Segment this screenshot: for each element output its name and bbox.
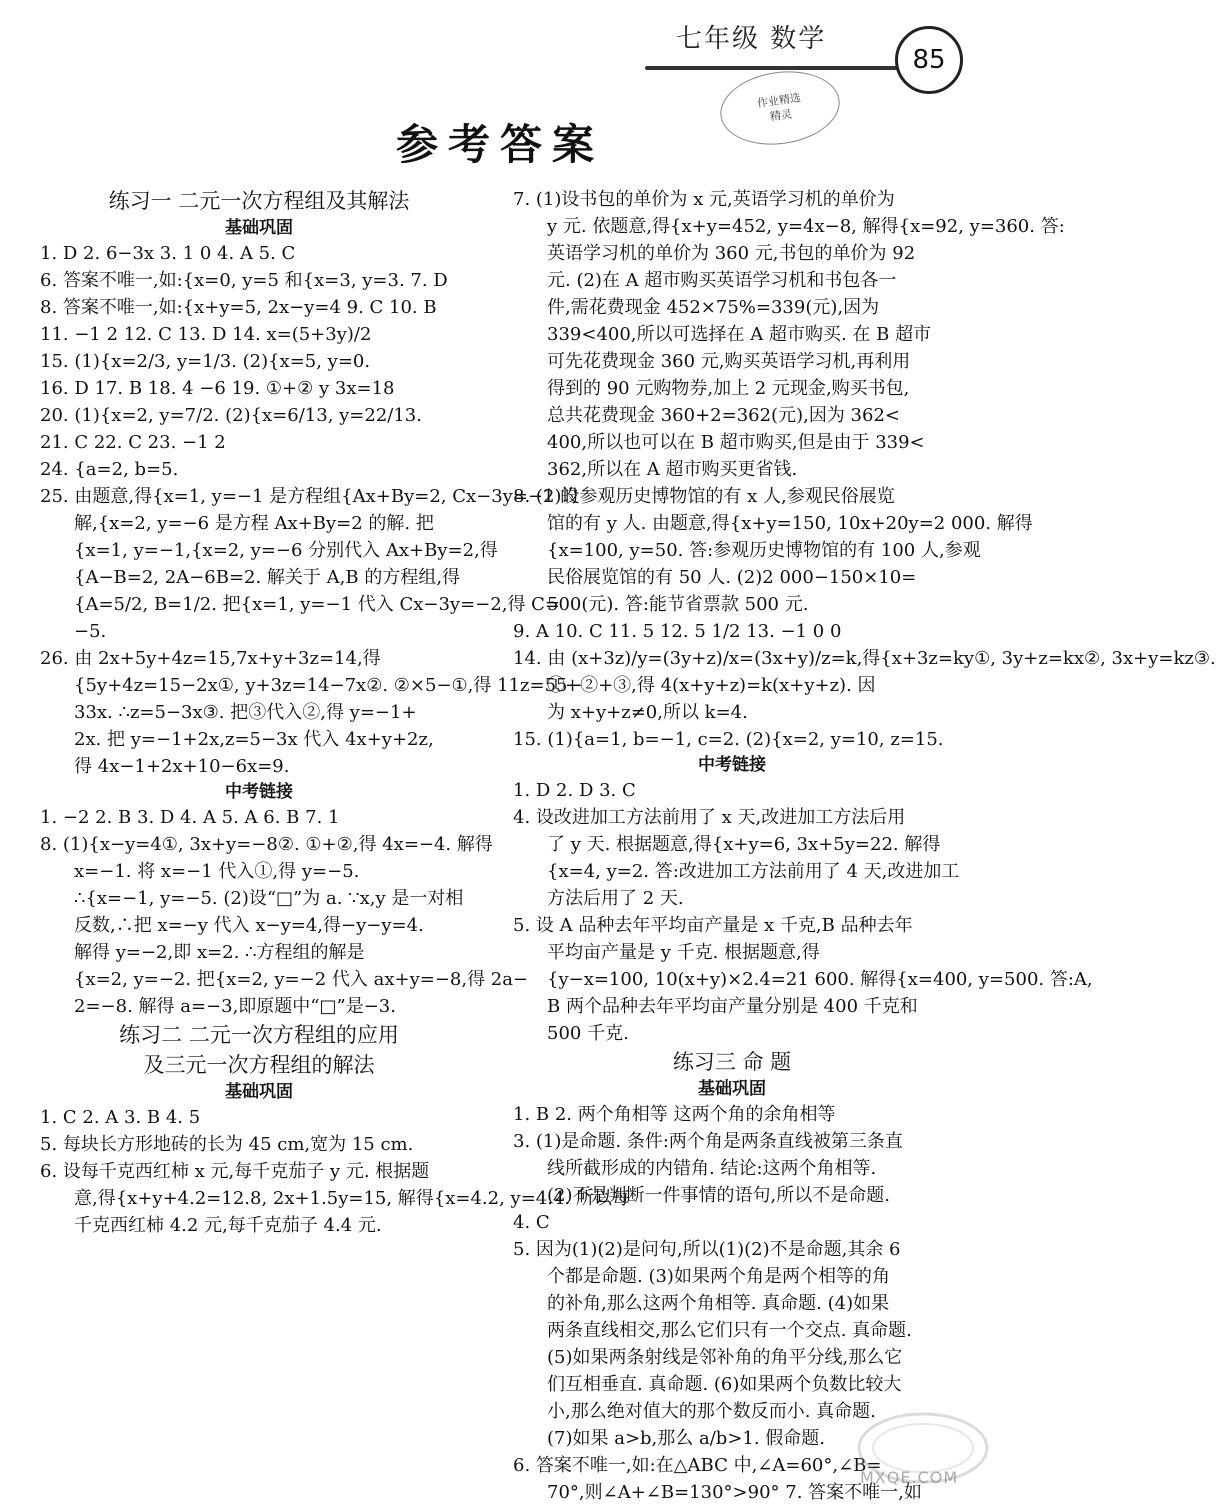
answer-line: 70°,则∠A+∠B=130°>90° 7. 答案不唯一,如 — [547, 1482, 922, 1503]
answer-line: 5. 设 A 品种去年平均亩产量是 x 千克,B 品种去年 — [513, 915, 913, 936]
stamp-line-1: 作业精选 — [756, 91, 802, 111]
page-number: 85 — [912, 45, 946, 75]
answer-line: 1. C 2. A 3. B 4. 5 — [40, 1107, 201, 1128]
answer-line: 2x. 把 y=−1+2x,z=5−3x 代入 4x+y+2z, — [74, 729, 434, 750]
answer-list-1b — [40, 804, 529, 1020]
answer-line: 25. 由题意,得{x=1, y=−1 是方程组{Ax+By=2, Cx−3y=−2 的 — [40, 486, 579, 507]
answer-line: 400,所以也可以在 B 超市购买,但是由于 339< — [547, 432, 925, 453]
answer-line: {y−x=100, 10(x+y)×2.4=21 600. 解得{x=400, y=500. 答:A, — [547, 969, 1093, 990]
subsection-exam-2: 中考链接 — [698, 755, 766, 775]
right-column — [513, 186, 1216, 1506]
answer-line: 15. (1){x=2/3, y=1/3. (2){x=5, y=0. — [40, 351, 371, 372]
answer-line: ①+②+③,得 4(x+y+z)=k(x+y+z). 因 — [547, 675, 876, 696]
answer-line: 11. −1 2 12. C 13. D 14. x=(5+3y)/2 — [40, 324, 372, 345]
answer-line: 1. B 2. 两个角相等 这两个角的余角相等 — [513, 1104, 836, 1125]
answer-line: y 元. 依题意,得{x+y=452, y=4x−8, 解得{x=92, y=360. 答: — [547, 216, 1065, 237]
answer-line: 千克西红柿 4.2 元,每千克茄子 4.4 元. — [74, 1215, 382, 1236]
answer-line: 1. D 2. D 3. C — [513, 780, 636, 801]
answer-line: 平均亩产量是 y 千克. 根据题意,得 — [547, 942, 820, 963]
answer-line: 21. C 22. C 23. −1 2 — [40, 432, 226, 453]
answer-line: {x=100, y=50. 答:参观历史博物馆的有 100 人,参观 — [547, 540, 981, 561]
answer-list-2b — [513, 186, 1216, 753]
answer-line: 5. 因为(1)(2)是问句,所以(1)(2)不是命题,其余 6 — [513, 1239, 901, 1260]
answer-line: 1. −2 2. B 3. D 4. A 5. A 6. B 7. 1 — [40, 807, 340, 828]
answer-line: 8. (1){x−y=4①, 3x+y=−8②. ①+②,得 4x=−4. 解得 — [40, 834, 493, 855]
answer-list-2c — [513, 777, 1093, 1047]
answer-line: x=−1. 将 x=−1 代入①,得 y=−5. — [74, 861, 360, 882]
subsection-exam-1: 中考链接 — [225, 782, 293, 802]
answer-line: 33x. ∴z=5−3x③. 把③代入②,得 y=−1+ — [74, 702, 417, 723]
answer-line: 意,得{x+y+4.2=12.8, 2x+1.5y=15, 解得{x=4.2, y=4.4. 所以每 — [74, 1188, 630, 1209]
answer-line: 500 千克. — [547, 1023, 629, 1044]
section-title-2-line-2: 及三元一次方程组的解法 — [143, 1053, 375, 1077]
answer-line: 4. 设改进加工方法前用了 x 天,改进加工方法后用 — [513, 807, 906, 828]
answer-line: 7. (1)设书包的单价为 x 元,英语学习机的单价为 — [513, 189, 895, 210]
answer-line: (7)如果 a>b,那么 a/b>1. 假命题. — [547, 1428, 826, 1449]
answer-line: {x=4, y=2. 答:改进加工方法前用了 4 天,改进加工 — [547, 861, 960, 882]
answer-line: 8. 答案不唯一,如:{x+y=5, 2x−y=4 9. C 10. B — [40, 297, 437, 318]
answer-line: (2)不是判断一件事情的语句,所以不是命题. — [547, 1185, 890, 1206]
section-title-2-line-1: 练习二 二元一次方程组的应用 — [119, 1023, 399, 1047]
answer-line: 个都是命题. (3)如果两个角是两个相等的角 — [547, 1266, 890, 1287]
answer-line: (5)如果两条射线是邻补角的角平分线,那么它 — [547, 1347, 903, 1368]
answer-line: 解得 y=−2,即 x=2. ∴方程组的解是 — [74, 942, 365, 963]
page-title: 参考答案 — [395, 120, 604, 169]
answer-line: 1. D 2. 6−3x 3. 1 0 4. A 5. C — [40, 243, 296, 264]
subsection-basic-3: 基础巩固 — [698, 1079, 766, 1099]
answer-line: 的补角,那么这两个角相等. 真命题. (4)如果 — [547, 1293, 890, 1314]
answer-line: 民俗展览馆的有 50 人. (2)2 000−150×10= — [547, 567, 917, 588]
answer-line: 2=−8. 解得 a=−3,即原题中“□”是−3. — [74, 996, 396, 1017]
answer-line: 3. (1)是命题. 条件:两个角是两条直线被第三条直 — [513, 1131, 903, 1152]
answer-line: {A−B=2, 2A−6B=2. 解关于 A,B 的方程组,得 — [74, 567, 461, 588]
header-grade-subject: 七年级 数学 — [676, 24, 827, 54]
answer-line: 16. D 17. B 18. 4 −6 19. ①+② y 3x=18 — [40, 378, 395, 399]
answer-line: 4. C — [513, 1212, 550, 1233]
answer-line: B 两个品种去年平均亩产量分别是 400 千克和 — [547, 996, 918, 1017]
section-title-3: 练习三 命 题 — [672, 1050, 792, 1074]
answer-line: 两条直线相交,那么它们只有一个交点. 真命题. — [547, 1320, 912, 1341]
section-title-1: 练习一 二元一次方程组及其解法 — [108, 189, 410, 213]
answer-line: 方法后用了 2 天. — [547, 888, 684, 909]
answer-line: 20. (1){x=2, y=7/2. (2){x=6/13, y=22/13. — [40, 405, 422, 426]
answer-line: 500(元). 答:能节省票款 500 元. — [547, 594, 809, 615]
answer-line: {x=2, y=−2. 把{x=2, y=−2 代入 ax+y=−8,得 2a− — [74, 969, 529, 990]
answer-line: 6. 答案不唯一,如:{x=0, y=5 和{x=3, y=3. 7. D — [40, 270, 448, 291]
answer-line: 反数,∴把 x=−y 代入 x−y=4,得−y−y=4. — [74, 915, 424, 936]
answer-line: {x=1, y=−1,{x=2, y=−6 分别代入 Ax+By=2,得 — [74, 540, 498, 561]
answer-line: 6. 设每千克西红柿 x 元,每千克茄子 y 元. 根据题 — [40, 1161, 430, 1182]
page-number-badge — [895, 26, 963, 94]
answer-line: 件,需花费现金 452×75%=339(元),因为 — [547, 297, 880, 318]
answer-line: 线所截形成的内错角. 结论:这两个角相等. — [547, 1158, 877, 1179]
answer-line: 馆的有 y 人. 由题意,得{x+y=150, 10x+20y=2 000. 解得 — [547, 513, 1033, 534]
answer-line: 24. {a=2, b=5. — [40, 459, 179, 480]
answer-line: 14. 由 (x+3z)/y=(3y+z)/x=(3x+y)/z=k,得{x+3z=ky①, 3y+z=kx②, 3x+y=kz③. — [513, 648, 1216, 669]
answer-line: 了 y 天. 根据题意,得{x+y=6, 3x+5y=22. 解得 — [547, 834, 941, 855]
answer-line: 英语学习机的单价为 360 元,书包的单价为 92 — [547, 243, 916, 264]
answer-line: 得 4x−1+2x+10−6x=9. — [74, 756, 290, 777]
answer-line: 总共花费现金 360+2=362(元),因为 362< — [547, 405, 900, 426]
answer-line: {A=5/2, B=1/2. 把{x=1, y=−1 代入 Cx−3y=−2,得 C= — [74, 594, 561, 615]
answer-line: ∴{x=−1, y=−5. (2)设“□”为 a. ∵x,y 是一对相 — [74, 888, 464, 909]
subsection-basic-1: 基础巩固 — [225, 218, 293, 238]
answer-line: 6. 答案不唯一,如:在△ABC 中,∠A=60°,∠B= — [513, 1455, 882, 1476]
answer-line: {5y+4z=15−2x①, y+3z=14−7x②. ②×5−①,得 11z=55− — [74, 675, 583, 696]
answer-list-1a — [40, 240, 583, 780]
answer-line: 15. (1){a=1, b=−1, c=2. (2){x=2, y=10, z=15. — [513, 729, 944, 750]
answer-line: 为 x+y+z≠0,所以 k=4. — [547, 702, 748, 723]
answer-line: 小,那么绝对值大的那个数反而小. 真命题. — [547, 1401, 876, 1422]
header-rule — [645, 66, 905, 70]
answer-line: 26. 由 2x+5y+4z=15,7x+y+3z=14,得 — [40, 648, 381, 669]
answer-line: 8. (1)设参观历史博物馆的有 x 人,参观民俗展览 — [513, 486, 895, 507]
answer-line: 5. 每块长方形地砖的长为 45 cm,宽为 15 cm. — [40, 1134, 414, 1155]
stamp-line-2: 精灵 — [769, 107, 793, 124]
answer-line: −5. — [74, 621, 107, 642]
answer-line: 元. (2)在 A 超市购买英语学习机和书包各一 — [547, 270, 897, 291]
answer-line: 可先花费现金 360 元,购买英语学习机,再利用 — [547, 351, 911, 372]
answer-line: 得到的 90 元购物券,加上 2 元现金,购买书包, — [547, 378, 910, 399]
answer-line: 解,{x=2, y=−6 是方程 Ax+By=2 的解. 把 — [74, 513, 434, 534]
watermark-text: MXQE.COM — [860, 1468, 959, 1487]
answer-line: 339<400,所以可选择在 A 超市购买. 在 B 超市 — [547, 324, 932, 345]
answer-line: 9. A 10. C 11. 5 12. 5 1/2 13. −1 0 0 — [513, 621, 842, 642]
subsection-basic-2: 基础巩固 — [225, 1082, 293, 1102]
answer-line: 们互相垂直. 真命题. (6)如果两个负数比较大 — [547, 1374, 902, 1395]
answer-line: 362,所以在 A 超市购买更省钱. — [547, 459, 798, 480]
